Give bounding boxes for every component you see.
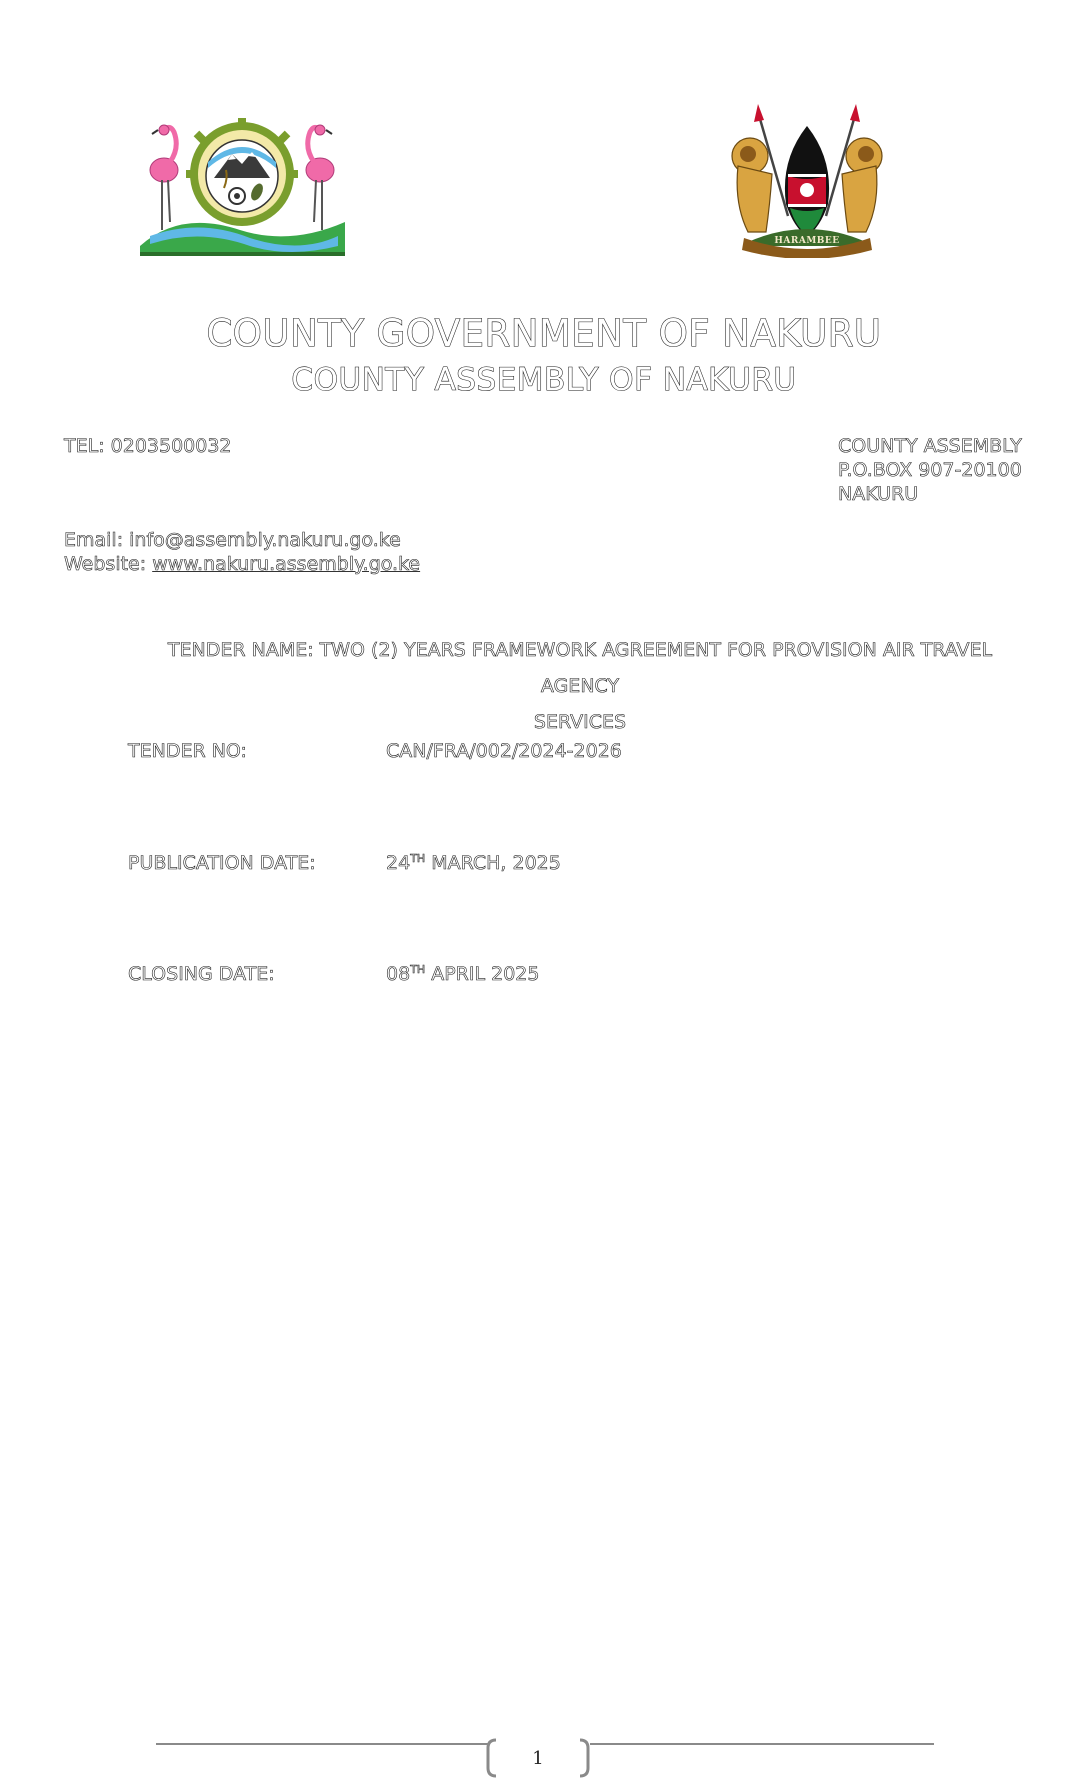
kenya-motto-ribbon: HARAMBEE <box>774 236 840 246</box>
website-link[interactable]: www.nakuru.assembly.go.ke <box>152 553 421 575</box>
publication-date-label: PUBLICATION DATE: <box>128 852 316 874</box>
tender-name <box>128 632 1032 740</box>
tender-name-line-2: SERVICES <box>533 711 627 733</box>
postal-address <box>838 434 1022 506</box>
closing-date-value <box>386 963 539 985</box>
address-line-3: NAKURU <box>838 483 919 505</box>
tender-number-text: CAN/FRA/002/2024-2026 <box>386 740 622 762</box>
tender-number-label: TENDER NO: <box>128 740 247 762</box>
kenya-coat-of-arms <box>718 104 896 258</box>
publication-month-year: MARCH, 2025 <box>425 852 561 874</box>
closing-day: 08 <box>386 963 411 985</box>
tender-number-value <box>386 740 622 762</box>
website-line <box>64 552 420 576</box>
page-subtitle: COUNTY ASSEMBLY OF NAKURU <box>291 362 797 398</box>
publication-day-suffix: TH <box>410 852 426 865</box>
tender-name-line-1: TENDER NAME: TWO (2) YEARS FRAMEWORK AGREEMENT FOR PROVISION AIR TRAVEL AGENCY <box>167 639 993 697</box>
footer-bracket-right <box>578 1738 592 1778</box>
closing-date-label: CLOSING DATE: <box>128 963 275 985</box>
page-number: 1 <box>532 1748 544 1769</box>
page-title: COUNTY GOVERNMENT OF NAKURU <box>206 312 882 355</box>
nakuru-county-logo <box>140 118 345 258</box>
address-line-1: COUNTY ASSEMBLY <box>838 435 1022 457</box>
telephone: TEL: 0203500032 <box>64 435 232 457</box>
publication-date-value <box>386 852 561 874</box>
footer-rule-left <box>156 1743 488 1745</box>
email-line <box>64 528 401 552</box>
email-address: info@assembly.nakuru.go.ke <box>129 529 401 551</box>
footer-bracket-left <box>484 1738 498 1778</box>
email-label: Email: <box>64 529 130 551</box>
closing-day-suffix: TH <box>410 963 426 976</box>
footer-rule-right <box>590 1743 934 1745</box>
website-label: Website: <box>64 553 153 575</box>
address-line-2: P.O.BOX 907-20100 <box>838 459 1022 481</box>
publication-day: 24 <box>386 852 411 874</box>
closing-month-year: APRIL 2025 <box>425 963 540 985</box>
